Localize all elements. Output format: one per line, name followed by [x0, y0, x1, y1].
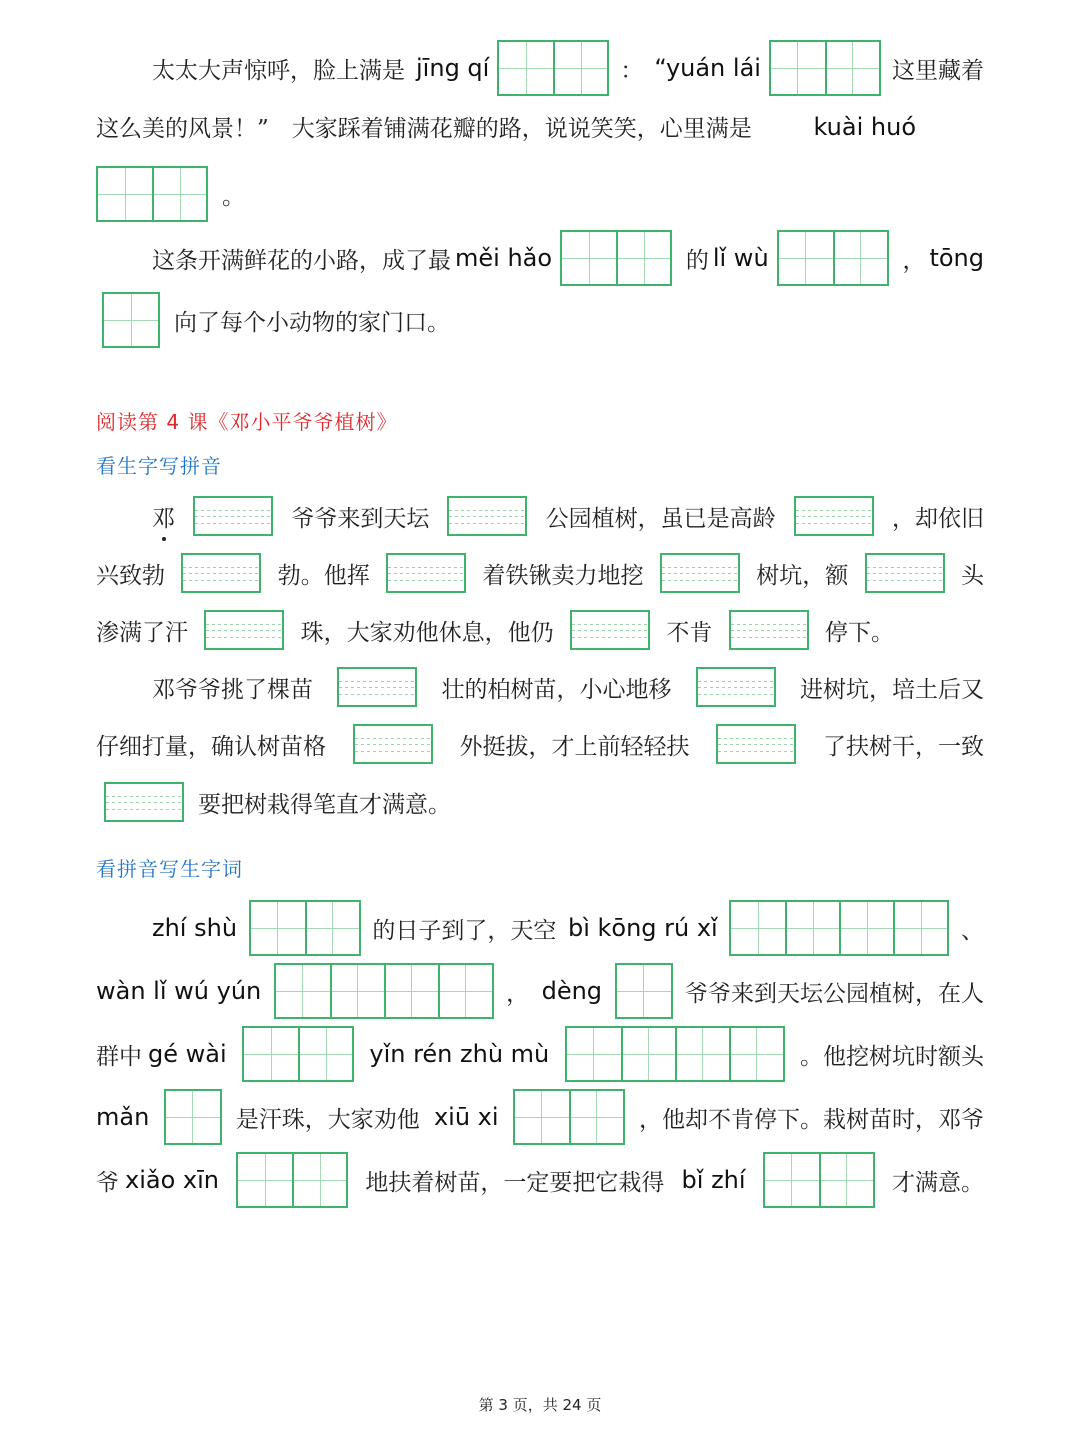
sentence-text: 是汗珠，大家劝他 [235, 1106, 420, 1133]
pinyin-prompt: yǐn rén zhù mù [369, 1040, 550, 1068]
sentence-text: 树坑，额 [756, 562, 849, 589]
tianzige-grid[interactable] [513, 1089, 625, 1145]
sentence-text: 头 [961, 562, 984, 589]
exercise-line [96, 610, 984, 650]
pinyin-box[interactable] [865, 553, 945, 593]
sentence-text: 太太大声惊呼，脸上满是 [152, 57, 405, 84]
pinyin-box[interactable] [447, 496, 527, 536]
pinyin-box[interactable] [729, 610, 809, 650]
tianzige-grid[interactable] [615, 963, 673, 1019]
exercise-line [152, 230, 984, 286]
tianzige-grid[interactable] [242, 1026, 354, 1082]
sentence-text: 兴致勃 [96, 562, 165, 589]
sentence-text: 壮的柏树苗，小心地移 [441, 676, 672, 703]
pinyin-box[interactable] [353, 724, 433, 764]
tianzige-grid[interactable] [96, 166, 208, 222]
sentence-text: 、 [961, 917, 984, 944]
tianzige-grid[interactable] [236, 1152, 348, 1208]
pinyin-prompt: mǎn [96, 1103, 150, 1131]
sentence-text: 邓爷爷挑了棵苗 [152, 676, 313, 703]
sentence-text: 不肯 [666, 619, 713, 646]
exercise-line [96, 553, 984, 593]
sentence-text: 群中 [96, 1043, 142, 1070]
sentence-text: 向了每个小动物的家门口。 [174, 309, 450, 336]
sentence-text: 外挺拔，才上前轻轻扶 [459, 733, 690, 760]
exercise-line [152, 496, 984, 536]
exercise-line [102, 292, 990, 348]
sentence-text: 爷爷来到天坛 [291, 505, 430, 532]
sentence-text: 进树坑，培土后又 [800, 676, 984, 703]
sentence-text: ， [506, 980, 530, 1007]
pinyin-box[interactable] [696, 667, 776, 707]
lesson-title: 阅读第 4 课《邓小平爷爷植树》 [96, 410, 398, 434]
tianzige-grid[interactable] [249, 900, 361, 956]
pinyin-prompt: bǐ zhí [681, 1166, 746, 1194]
pinyin-prompt: dèng [541, 977, 603, 1005]
sentence-text: 停下。 [824, 619, 894, 646]
pinyin-box[interactable] [386, 553, 466, 593]
tianzige-grid[interactable] [274, 963, 494, 1019]
sentence-text: 公园植树，虽已是高龄 [545, 505, 776, 532]
pinyin-box[interactable] [337, 667, 417, 707]
pinyin-box[interactable] [193, 496, 273, 536]
pinyin-prompt: lǐ wù [712, 244, 769, 272]
pinyin-prompt: bì kōng rú xǐ [567, 914, 718, 942]
sentence-text: ，却依旧 [891, 505, 984, 532]
page-number: 第 3 页，共 24 页 [478, 1396, 602, 1414]
sentence-text: ， [902, 247, 926, 274]
tianzige-grid[interactable] [729, 900, 949, 956]
pinyin-box[interactable] [794, 496, 874, 536]
exercise-line [152, 40, 984, 96]
sentence-text: 仔细打量，确认树苗格 [96, 733, 326, 760]
sentence-text: 的日子到了，天空 [372, 917, 557, 944]
tianzige-grid[interactable] [763, 1152, 875, 1208]
exercise-line [96, 1152, 984, 1208]
sentence-text: 地扶着树苗，一定要把它栽得 [365, 1169, 665, 1196]
tianzige-grid[interactable] [769, 40, 881, 96]
sentence-text: 了扶树干，一致 [823, 733, 984, 760]
section-heading: 看拼音写生字词 [96, 857, 243, 881]
sentence-text: 邓 [152, 500, 175, 533]
exercise-line [152, 900, 984, 956]
sentence-text: 的 [685, 247, 709, 274]
tianzige-grid[interactable] [497, 40, 609, 96]
exercise-line [152, 667, 984, 707]
sentence-text: 爷 [96, 1169, 119, 1196]
section-heading: 看生字写拼音 [96, 454, 222, 478]
exercise-line [96, 963, 984, 1019]
pinyin-box[interactable] [181, 553, 261, 593]
exercise-line [104, 782, 992, 822]
exercise-line [96, 724, 984, 764]
pinyin-prompt: zhí shù [152, 914, 238, 942]
sentence-text: 爷爷来到天坛公园植树，在人 [684, 980, 984, 1007]
pinyin-prompt: “yuán lái [654, 54, 761, 82]
pinyin-box[interactable] [716, 724, 796, 764]
sentence-text: 这里藏着 [891, 57, 984, 84]
sentence-text: ，他却不肯停下。栽树苗时，邓爷 [638, 1106, 984, 1133]
pinyin-prompt: wàn lǐ wú yún [96, 977, 262, 1005]
pinyin-prompt: xiū xi [433, 1103, 499, 1131]
sentence-text: 。 [222, 183, 245, 210]
tianzige-grid[interactable] [102, 292, 160, 348]
exercise-line [96, 1089, 984, 1145]
pinyin-prompt: kuài huó [813, 112, 916, 141]
pinyin-prompt: jīng qí [416, 54, 490, 82]
sentence-text: 这么美的风景！” 大家踩着铺满花瓣的路，说说笑笑，心里满是 [96, 116, 752, 142]
sentence-text: 珠，大家劝他休息，他仍 [300, 619, 554, 646]
exercise-line [96, 110, 984, 143]
sentence-text: 这条开满鲜花的小路，成了最 [152, 247, 451, 274]
tianzige-grid[interactable] [560, 230, 672, 286]
exercise-line [96, 166, 984, 222]
tianzige-grid[interactable] [164, 1089, 222, 1145]
sentence-text: 才满意。 [891, 1169, 984, 1196]
pinyin-prompt: gé wài [148, 1040, 227, 1068]
pinyin-prompt: tōng [929, 244, 984, 272]
pinyin-prompt: xiǎo xīn [125, 1166, 219, 1194]
tianzige-grid[interactable] [565, 1026, 785, 1082]
sentence-text: 勃。他挥 [277, 562, 370, 589]
pinyin-box[interactable] [570, 610, 650, 650]
sentence-text: ： [620, 57, 644, 84]
sentence-text: 着铁锹卖力地挖 [482, 562, 644, 589]
pinyin-box[interactable] [204, 610, 284, 650]
tianzige-grid[interactable] [777, 230, 889, 286]
pinyin-box[interactable] [104, 782, 184, 822]
exercise-line [96, 1026, 984, 1082]
sentence-text: 要把树栽得笔直才满意。 [198, 791, 451, 818]
sentence-text: 渗满了汗 [96, 619, 188, 646]
pinyin-box[interactable] [660, 553, 740, 593]
sentence-text: 。他挖树坑时额头 [799, 1043, 984, 1070]
pinyin-prompt: měi hǎo [455, 244, 553, 272]
